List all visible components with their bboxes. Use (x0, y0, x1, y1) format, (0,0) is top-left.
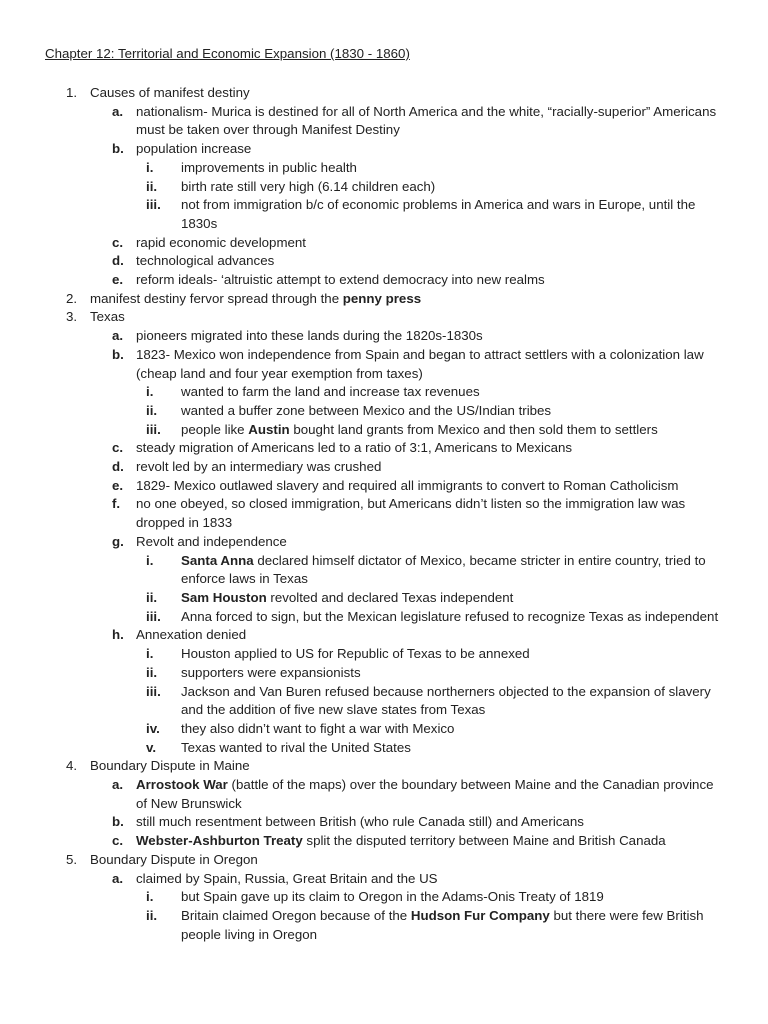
outline-item-text (181, 383, 726, 402)
list-marker: iii. (146, 683, 161, 699)
outline-item-text (181, 589, 726, 608)
outline-item-level-2 (0, 832, 768, 851)
list-marker: b. (112, 141, 124, 157)
list-marker: ii. (146, 589, 158, 605)
list-marker: i. (146, 889, 154, 905)
list-marker: 3. (66, 309, 78, 325)
list-marker: 4. (66, 758, 78, 774)
text-run: still much resentment between British (who rule Canada still) and Americans (136, 814, 584, 830)
outline-item-text (90, 290, 730, 309)
text-run: Annexation denied (136, 627, 247, 643)
outline-item-text (181, 402, 726, 421)
text-run: improvements in public health (181, 159, 357, 175)
outline-item-text (181, 159, 726, 178)
outline-item-level-3 (0, 664, 768, 683)
list-marker: i. (146, 384, 154, 400)
outline-item-level-3 (0, 552, 768, 589)
outline-item-text (181, 178, 726, 197)
outline-item-level-2 (0, 327, 768, 346)
list-marker: g. (112, 533, 124, 549)
outline-item-level-2 (0, 495, 768, 532)
text-run: revolt led by an intermediary was crushed (136, 459, 382, 475)
text-run: wanted a buffer zone between Mexico and the US/Indian tribes (181, 402, 552, 418)
outline-item-level-2 (0, 533, 768, 552)
outline-item-text (136, 832, 726, 851)
list-marker: ii. (146, 402, 158, 418)
text-run: birth rate still very high (6.14 children each) (181, 178, 436, 194)
text-run: Boundary Dispute in Maine (90, 758, 250, 774)
text-run: reform ideals- ‘altruistic attempt to extend democracy into new realms (136, 272, 545, 288)
text-run: Jackson and Van Buren refused because northerners objected to the expansion of slavery and the addition of five new slave states from Texas (181, 683, 711, 718)
outline-item-level-3 (0, 683, 768, 720)
text-run: pioneers migrated into these lands during the 1820s-1830s (136, 328, 483, 344)
text-run: 1829- Mexico outlawed slavery and required all immigrants to convert to Roman Catholicism (136, 477, 679, 493)
outline-item-level-2 (0, 103, 768, 140)
outline-item-level-2 (0, 626, 768, 645)
outline-item-text (136, 252, 726, 271)
outline-item-level-3 (0, 720, 768, 739)
outline-item-level-2 (0, 140, 768, 159)
outline-item-level-3 (0, 907, 768, 944)
outline-item-level-2 (0, 271, 768, 290)
list-marker: v. (146, 739, 157, 755)
outline-item-level-2 (0, 252, 768, 271)
outline-item-text (136, 813, 726, 832)
outline-item-text (136, 533, 726, 552)
list-marker: a. (112, 870, 124, 886)
outline-item-level-2 (0, 458, 768, 477)
outline-item-level-1 (0, 757, 768, 776)
text-run: but Spain gave up its claim to Oregon in the Adams-Onis Treaty of 1819 (181, 889, 604, 905)
list-marker: a. (112, 328, 124, 344)
outline-item-text (181, 552, 726, 589)
bold-term: penny press (342, 290, 422, 306)
text-run: bought land grants from Mexico and then sold them to settlers (289, 421, 658, 437)
list-marker: f. (112, 496, 121, 512)
text-run: Anna forced to sign, but the Mexican legislature refused to recognize Texas as independent (181, 608, 719, 624)
outline-item-level-2 (0, 234, 768, 253)
outline-item-level-3 (0, 589, 768, 608)
text-run: Texas wanted to rival the United States (181, 739, 411, 755)
outline-item-text (181, 664, 726, 683)
outline-item-text (136, 439, 726, 458)
text-run: people like (181, 421, 249, 437)
text-run: split the disputed territory between Maine and British Canada (302, 833, 666, 849)
outline-item-level-1 (0, 308, 768, 327)
outline-item-text (181, 645, 726, 664)
outline-item-text (181, 608, 726, 627)
text-run: not from immigration b/c of economic problems in America and wars in Europe, until the 1830s (181, 197, 696, 231)
text-run: (battle of the maps) over the boundary between Maine and the Canadian province of New Brunswick (136, 777, 714, 811)
text-run: Texas (90, 309, 125, 325)
list-marker: i. (146, 646, 154, 662)
list-marker: ii. (146, 907, 158, 923)
outline-item-text (136, 870, 726, 889)
outline-item-text (90, 84, 730, 103)
bold-term: Hudson Fur Company (410, 907, 550, 923)
list-marker: 5. (66, 851, 78, 867)
outline-item-text (136, 495, 726, 532)
outline-item-text (136, 776, 726, 813)
outline-item-level-1 (0, 290, 768, 309)
outline-item-text (90, 308, 730, 327)
outline-item-text (136, 477, 726, 496)
list-marker: i. (146, 552, 154, 568)
outline-item-text (181, 720, 726, 739)
outline-item-text (136, 626, 726, 645)
text-run: wanted to farm the land and increase tax revenues (181, 384, 480, 400)
outline-item-level-3 (0, 383, 768, 402)
list-marker: b. (112, 814, 124, 830)
text-run: Revolt and independence (136, 533, 287, 549)
outline-item-level-2 (0, 439, 768, 458)
bold-term: Webster-Ashburton Treaty (136, 833, 303, 849)
outline-item-level-2 (0, 870, 768, 889)
list-marker: c. (112, 234, 124, 250)
outline-item-text (181, 196, 726, 233)
outline-item-level-2 (0, 346, 768, 383)
bold-term: Austin (248, 421, 290, 437)
outline-item-level-2 (0, 776, 768, 813)
outline-item-text (90, 757, 730, 776)
outline-item-text (181, 739, 726, 758)
text-run: revolted and declared Texas independent (266, 589, 514, 605)
outline-item-level-3 (0, 178, 768, 197)
list-marker: c. (112, 440, 124, 456)
outline-item-text (136, 140, 726, 159)
text-run: declared himself dictator of Mexico, became stricter in entire country, tried to enforce laws in Texas (181, 552, 706, 587)
outline-item-level-2 (0, 813, 768, 832)
text-run: no one obeyed, so closed immigration, but Americans didn’t listen so the immigration law was dropped in 1833 (136, 496, 686, 531)
list-marker: c. (112, 833, 124, 849)
outline-item-text (181, 888, 726, 907)
list-marker: ii. (146, 178, 158, 194)
outline-list (0, 84, 768, 944)
outline-item-level-3 (0, 159, 768, 178)
text-run: but there were few British people living in Oregon (181, 907, 704, 942)
text-run: nationalism- Murica is destined for all of North America and the white, “racially-superior” Americans must be taken over through Manifest Destiny (136, 103, 717, 138)
bold-term: Arrostook War (136, 777, 228, 793)
bold-term: Santa Anna (181, 552, 254, 568)
outline-item-level-3 (0, 421, 768, 440)
text-run: 1823- Mexico won independence from Spain and began to attract settlers with a colonization law (cheap land and four year exemption from taxes) (136, 346, 704, 381)
list-marker: 2. (66, 290, 78, 306)
list-marker: i. (146, 159, 154, 175)
text-run: technological advances (136, 253, 275, 269)
outline-item-text (181, 907, 726, 944)
outline-item-text (136, 327, 726, 346)
outline-item-level-3 (0, 402, 768, 421)
text-run: population increase (136, 141, 252, 157)
outline-item-text (181, 421, 726, 440)
list-marker: 1. (66, 85, 78, 100)
outline-item-text (136, 234, 726, 253)
text-run: Causes of manifest destiny (90, 85, 250, 100)
outline-item-level-1 (0, 84, 768, 103)
list-marker: h. (112, 627, 124, 643)
text-run: rapid economic development (136, 234, 307, 250)
bold-term: Sam Houston (181, 589, 267, 605)
outline-item-text (136, 271, 726, 290)
outline-item-level-3 (0, 608, 768, 627)
outline-item-text (181, 683, 726, 720)
text-run: steady migration of Americans led to a ratio of 3:1, Americans to Mexicans (136, 440, 573, 456)
outline-item-text (90, 851, 730, 870)
list-marker: e. (112, 272, 124, 288)
text-run: manifest destiny fervor spread through the (90, 290, 343, 306)
list-marker: iv. (146, 720, 160, 736)
outline-item-level-1 (0, 851, 768, 870)
text-run: they also didn’t want to fight a war with Mexico (181, 720, 455, 736)
outline-item-level-3 (0, 196, 768, 233)
outline-item-level-3 (0, 645, 768, 664)
text-run: Britain claimed Oregon because of the (181, 907, 411, 923)
chapter-title: Chapter 12: Territorial and Economic Expansion (1830 - 1860) (45, 46, 410, 61)
outline-item-level-3 (0, 739, 768, 758)
list-marker: iii. (146, 608, 161, 624)
outline-item-level-3 (0, 888, 768, 907)
outline-item-level-2 (0, 477, 768, 496)
list-marker: d. (112, 253, 124, 269)
list-marker: a. (112, 103, 124, 119)
list-marker: b. (112, 346, 124, 362)
list-marker: e. (112, 477, 124, 493)
list-marker: a. (112, 777, 124, 793)
text-run: Boundary Dispute in Oregon (90, 851, 258, 867)
list-marker: iii. (146, 197, 161, 213)
outline-item-text (136, 458, 726, 477)
outline-item-text (136, 346, 726, 383)
list-marker: iii. (146, 421, 161, 437)
text-run: claimed by Spain, Russia, Great Britain and the US (136, 870, 438, 886)
text-run: Houston applied to US for Republic of Texas to be annexed (181, 646, 530, 662)
text-run: supporters were expansionists (181, 664, 361, 680)
list-marker: ii. (146, 664, 158, 680)
list-marker: d. (112, 459, 124, 475)
outline-item-text (136, 103, 726, 140)
